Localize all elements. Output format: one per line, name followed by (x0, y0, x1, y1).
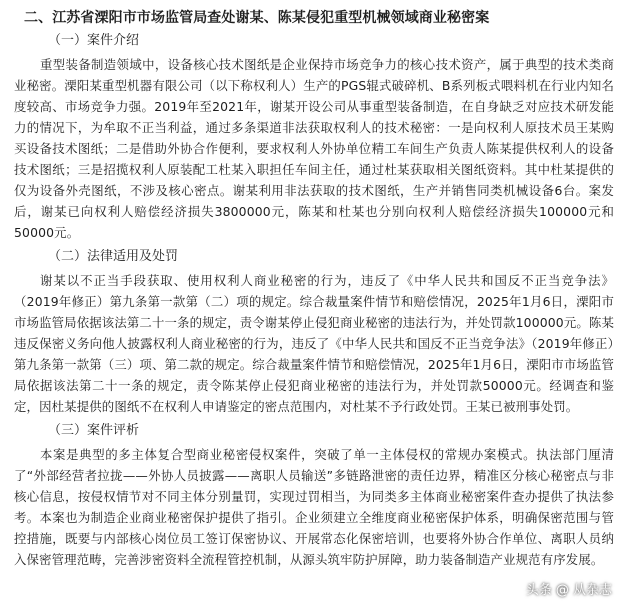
section-case-analysis (14, 420, 614, 570)
section-title-case-analysis: （三）案件评析 (48, 423, 140, 438)
article-heading: 二、江苏省溧阳市市场监管局查处谢某、陈某侵犯重型机械领域商业秘密案 (24, 10, 490, 26)
section-case-intro (14, 30, 614, 243)
section-title-legal-penalty: （二）法律适用及处罚 (48, 249, 179, 264)
watermark-text: 头条 @ 从杂志 (525, 583, 612, 598)
case-analysis-paragraph: 本案是典型的多主体复合型商业秘密侵权案件，突破了单一主体侵权的常规办案模式。执法部门厘清了“外部经营者拉拢——外协人员披露——离职人员输送”多链路泄密的责任边界，精准区分核心秘密点与非核心信息，按侵权情节对不同主体分别量罚，实现过罚相当，为同类多主体商业秘密案件查办提供了执法参考。本案也为制造企业商业秘密保护提供了指引。企业须建立全维度商业秘密保护体系，明确保密范围与管控措施，既要与内部核心岗位员工签订保密协议、开展常态化保密培训，也要将外协合作单位、离职人员纳入保密管理范畴，完善涉密资料全流程管控机制，从源头筑牢防护屏障，助力装备制造产业规范有序发展。 (14, 447, 614, 567)
section-title-case-intro: （一）案件介绍 (48, 33, 140, 48)
section-legal-penalty (14, 246, 614, 417)
legal-penalty-paragraph: 谢某以不正当手段获取、使用权利人商业秘密的行为，违反了《中华人民共和国反不正当竞争法》（2019年修正）第九条第一款第（二）项的规定。综合裁量案件情节和赔偿情况，2025年1月6日，溧阳市市场监管局依据该法第二十一条的规定，责令谢某停止侵犯商业秘密的违法行为，并处罚款100000元。陈某违反保密义务向他人披露权利人商业秘密的行为，违反了《中华人民共和国反不正当竞争法》（2019年修正）第九条第一款第（三）项、第二款的规定。综合裁量案件情节和赔偿情况，2025年1月6日，溧阳市市场监管局依据该法第二十一条的规定，责令陈某停止侵犯商业秘密的违法行为，并处罚款50000元。经调查和鉴定，因杜某提供的图纸不在权利人申请鉴定的密点范围内，对杜某不予行政处罚。王某已被刑事处罚。 (14, 273, 614, 414)
case-intro-paragraph: 重型装备制造领域中，设备核心技术图纸是企业保持市场竞争力的核心技术资产，属于典型的技术类商业秘密。溧阳某重型机器有限公司（以下称权利人）生产的PGS辊式破碎机、B系列板式喂料机在行业内知名度较高、市场竞争力强。2019年至2021年，谢某开设公司从事重型装备制造，在自身缺乏对应技术研发能力的情况下，为牟取不正当利益，通过多条渠道非法获取权利人的技术秘密：一是向权利人原技术员王某购买设备技术图纸；二是借助外协合作便利，要求权利人外协单位精工车间生产负责人陈某提供权利人的设备技术图纸；三是招揽权利人原装配工杜某入职担任车间主任，通过杜某获取相关图纸资料。其中杜某提供的仅为设备外壳图纸，不涉及核心密点。谢某利用非法获取的技术图纸，生产并销售同类机械设备6台。案发后，谢某已向权利人赔偿经济损失3800000元，陈某和杜某也分别向权利人赔偿经济损失100000元和50000元。 (14, 57, 614, 240)
